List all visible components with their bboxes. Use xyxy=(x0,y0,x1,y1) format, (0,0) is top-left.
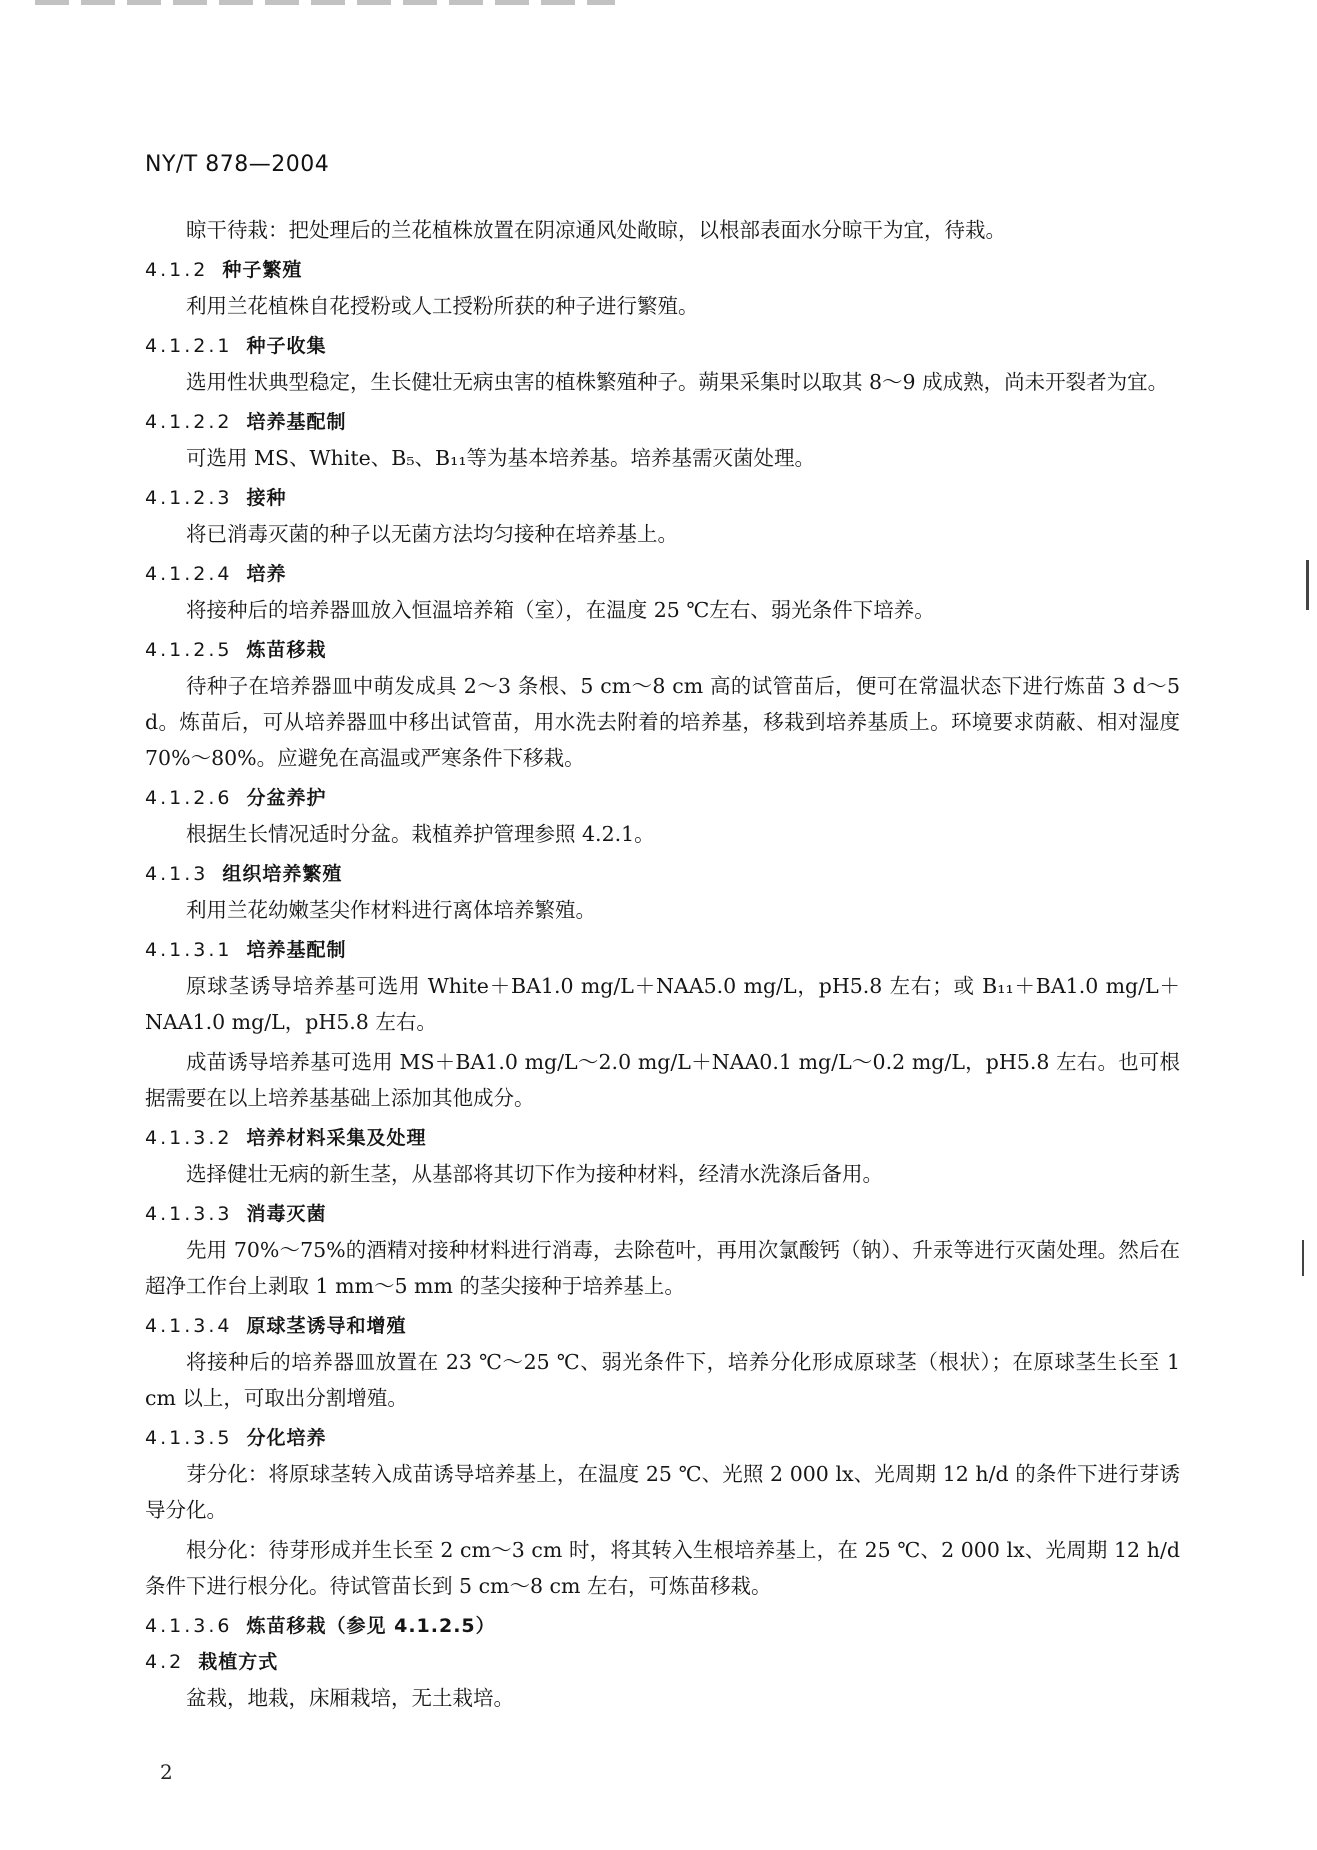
paragraph: 先用 70%～75%的酒精对接种材料进行消毒，去除苞叶，再用次氯酸钙（钠）、升汞等进行灭菌处理。然后在超净工作台上剥取 1 mm～5 mm 的茎尖接种于培养基上。 xyxy=(145,1238,1180,1298)
section-number: 4.1.3.5 xyxy=(145,1427,233,1449)
section-heading xyxy=(145,1196,1180,1232)
section-heading xyxy=(145,1644,1180,1680)
section-number: 4.1.2.6 xyxy=(145,787,233,809)
section-heading xyxy=(145,252,1180,288)
paragraph: 根分化：待芽形成并生长至 2 cm～3 cm 时，将其转入生根培养基上，在 25 ℃、2 000 lx、光周期 12 h/d 条件下进行根分化。待试管苗长到 5 cm～8 cm 左右，可炼苗移栽。 xyxy=(145,1538,1180,1598)
paragraph: 根据生长情况适时分盆。栽植养护管理参照 4.2.1。 xyxy=(186,822,655,846)
section-heading xyxy=(145,1308,1180,1344)
paragraph: 将接种后的培养器皿放置在 23 ℃～25 ℃、弱光条件下，培养分化形成原球茎（根状）；在原球茎生长至 1 cm 以上，可取出分割增殖。 xyxy=(145,1350,1180,1410)
paragraph: 将已消毒灭菌的种子以无菌方法均匀接种在培养基上。 xyxy=(186,522,678,546)
section-title: 种子繁殖 xyxy=(222,259,303,281)
paragraph: 成苗诱导培养基可选用 MS＋BA1.0 mg/L～2.0 mg/L＋NAA0.1 mg/L～0.2 mg/L，pH5.8 左右。也可根据需要在以上培养基基础上添加其他成分。 xyxy=(145,1050,1180,1110)
section-number: 4.1.2.5 xyxy=(145,639,233,661)
section-title: 培养材料采集及处理 xyxy=(246,1127,427,1149)
section-number: 4.1.3.2 xyxy=(145,1127,233,1149)
section-heading xyxy=(145,1420,1180,1456)
section-number: 4.2 xyxy=(145,1651,185,1673)
section-title: 培养基配制 xyxy=(246,939,347,961)
section-number: 4.1.3.3 xyxy=(145,1203,233,1225)
section-number: 4.1.2.3 xyxy=(145,487,233,509)
section-title: 炼苗移栽（参见 4.1.2.5） xyxy=(246,1615,496,1637)
section-title: 种子收集 xyxy=(246,335,327,357)
paragraph: 利用兰花幼嫩茎尖作材料进行离体培养繁殖。 xyxy=(186,898,596,922)
section-title: 培养基配制 xyxy=(246,411,347,433)
paragraph: 晾干待栽：把处理后的兰花植株放置在阴凉通风处敞晾，以根部表面水分晾干为宜，待栽。 xyxy=(186,218,1006,242)
section-number: 4.1.2.4 xyxy=(145,563,233,585)
paragraph: 利用兰花植株自花授粉或人工授粉所获的种子进行繁殖。 xyxy=(186,294,699,318)
scan-edge-mark xyxy=(1306,560,1309,610)
paragraph: 选用性状典型稳定，生长健壮无病虫害的植株繁殖种子。蒴果采集时以取其 8～9 成成熟，尚未开裂者为宜。 xyxy=(186,370,1169,394)
paragraph: 将接种后的培养器皿放入恒温培养箱（室），在温度 25 ℃左右、弱光条件下培养。 xyxy=(186,598,935,622)
section-number: 4.1.2 xyxy=(145,259,209,281)
section-heading xyxy=(145,556,1180,592)
section-number: 4.1.3.1 xyxy=(145,939,233,961)
paragraph: 选择健壮无病的新生茎，从基部将其切下作为接种材料，经清水洗涤后备用。 xyxy=(186,1162,883,1186)
section-heading xyxy=(145,1120,1180,1156)
section-heading xyxy=(145,632,1180,668)
section-number: 4.1.3.6 xyxy=(145,1615,233,1637)
standard-code: NY/T 878—2004 xyxy=(145,152,330,177)
paragraph: 原球茎诱导培养基可选用 White＋BA1.0 mg/L＋NAA5.0 mg/L，pH5.8 左右；或 B₁₁＋BA1.0 mg/L＋NAA1.0 mg/L，pH5.8 左右。 xyxy=(145,974,1180,1034)
paragraph: 可选用 MS、White、B₅、B₁₁等为基本培养基。培养基需灭菌处理。 xyxy=(186,446,816,470)
section-number: 4.1.3.4 xyxy=(145,1315,233,1337)
section-heading xyxy=(145,856,1180,892)
section-title: 栽植方式 xyxy=(198,1651,279,1673)
section-number: 4.1.2.1 xyxy=(145,335,233,357)
section-title: 组织培养繁殖 xyxy=(222,863,343,885)
section-heading xyxy=(145,780,1180,816)
section-title: 培养 xyxy=(246,563,287,585)
section-heading xyxy=(145,404,1180,440)
paragraph: 芽分化：将原球茎转入成苗诱导培养基上，在温度 25 ℃、光照 2 000 lx、光周期 12 h/d 的条件下进行芽诱导分化。 xyxy=(145,1462,1180,1522)
scan-top-edge xyxy=(35,0,615,5)
section-heading xyxy=(145,328,1180,364)
section-title: 消毒灭菌 xyxy=(246,1203,327,1225)
scan-edge-mark xyxy=(1302,1240,1304,1276)
section-number: 4.1.2.2 xyxy=(145,411,233,433)
section-title: 分化培养 xyxy=(246,1427,327,1449)
section-heading xyxy=(145,1608,1180,1644)
section-heading xyxy=(145,480,1180,516)
section-title: 接种 xyxy=(246,487,287,509)
section-number: 4.1.3 xyxy=(145,863,209,885)
section-title: 分盆养护 xyxy=(246,787,327,809)
section-title: 原球茎诱导和增殖 xyxy=(246,1315,407,1337)
section-title: 炼苗移栽 xyxy=(246,639,327,661)
document-body xyxy=(145,212,1180,1716)
paragraph: 待种子在培养器皿中萌发成具 2～3 条根、5 cm～8 cm 高的试管苗后，便可在常温状态下进行炼苗 3 d～5 d。炼苗后，可从培养器皿中移出试管苗，用水洗去附着的培养基，移栽到培养基质上。环境要求荫蔽、相对湿度 70%～80%。应避免在高温或严寒条件下移栽。 xyxy=(145,674,1180,770)
section-heading xyxy=(145,932,1180,968)
paragraph: 盆栽，地栽，床厢栽培，无土栽培。 xyxy=(186,1686,514,1710)
page-number: 2 xyxy=(160,1760,173,1784)
